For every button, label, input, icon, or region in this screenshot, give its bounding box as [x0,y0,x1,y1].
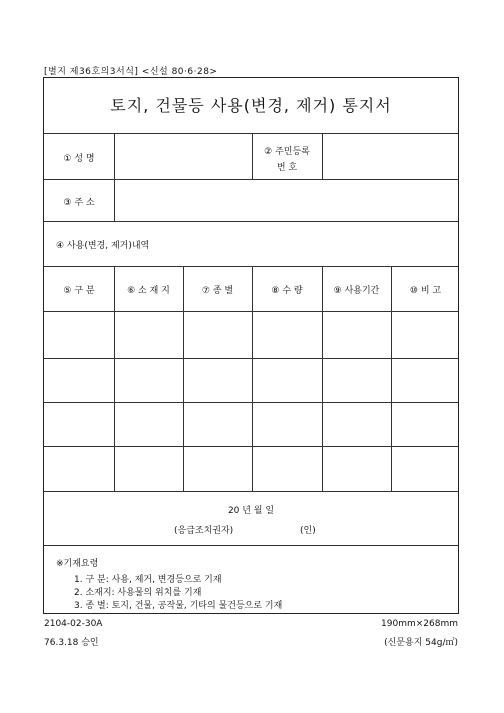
divider [44,266,458,267]
divider [44,133,458,134]
paper-size: 190mm×268mm [381,619,458,629]
divider [44,179,458,180]
header-usage-period: ⑨ 사용기간 [333,286,380,296]
address-label: ③ 주 소 [63,198,95,208]
divider [44,311,458,312]
date-line: 20 년 월 일 [227,506,275,516]
usage-details-label: ④ 사용(변경, 제거)내역 [56,241,150,251]
instruction-item: 1. 구 분: 사용, 제거, 변경등으로 기재 [74,575,222,585]
divider [114,266,115,491]
signer-label: (응급조치권자) [174,526,234,536]
form-reference: [별지 제36호의3서식] <신설 80·6·28> [44,67,218,77]
instruction-item: 2. 소재지: 사용물의 위치를 기재 [74,588,202,598]
instruction-item: 3. 종 별: 토지, 건물, 공작물, 기타의 물건등으로 기재 [74,601,283,611]
header-location: ⑥ 소 재 지 [127,286,170,296]
divider [391,266,392,491]
resident-number-label-line2: 번 호 [276,163,298,173]
divider [44,402,458,403]
header-remarks: ⑩ 비 고 [409,286,442,296]
divider [114,179,115,221]
divider [44,221,458,222]
header-type: ⑦ 종 별 [201,286,234,296]
notice-form [43,77,459,614]
form-code: 2104-02-30A [44,619,103,629]
approval-date: 76.3.18 승인 [44,638,99,648]
divider [44,491,458,492]
paper-spec: (신문용지 54g/㎡) [384,638,458,648]
seal-label: (인) [300,526,316,536]
header-category: ⑤ 구 분 [63,286,95,296]
instructions-title: ※기재요령 [56,559,99,569]
divider [114,133,115,179]
resident-number-label-line1: ② 주민등록 [264,147,310,157]
header-quantity: ⑧ 수 량 [271,286,303,296]
divider [44,358,458,359]
divider [44,446,458,447]
name-label: ① 성 명 [63,154,95,164]
divider [44,545,458,546]
divider [322,266,323,491]
divider [252,266,253,491]
form-title: 토지, 건물등 사용(변경, 제거) 통지서 [110,96,392,115]
divider [183,266,184,491]
divider [322,133,323,179]
